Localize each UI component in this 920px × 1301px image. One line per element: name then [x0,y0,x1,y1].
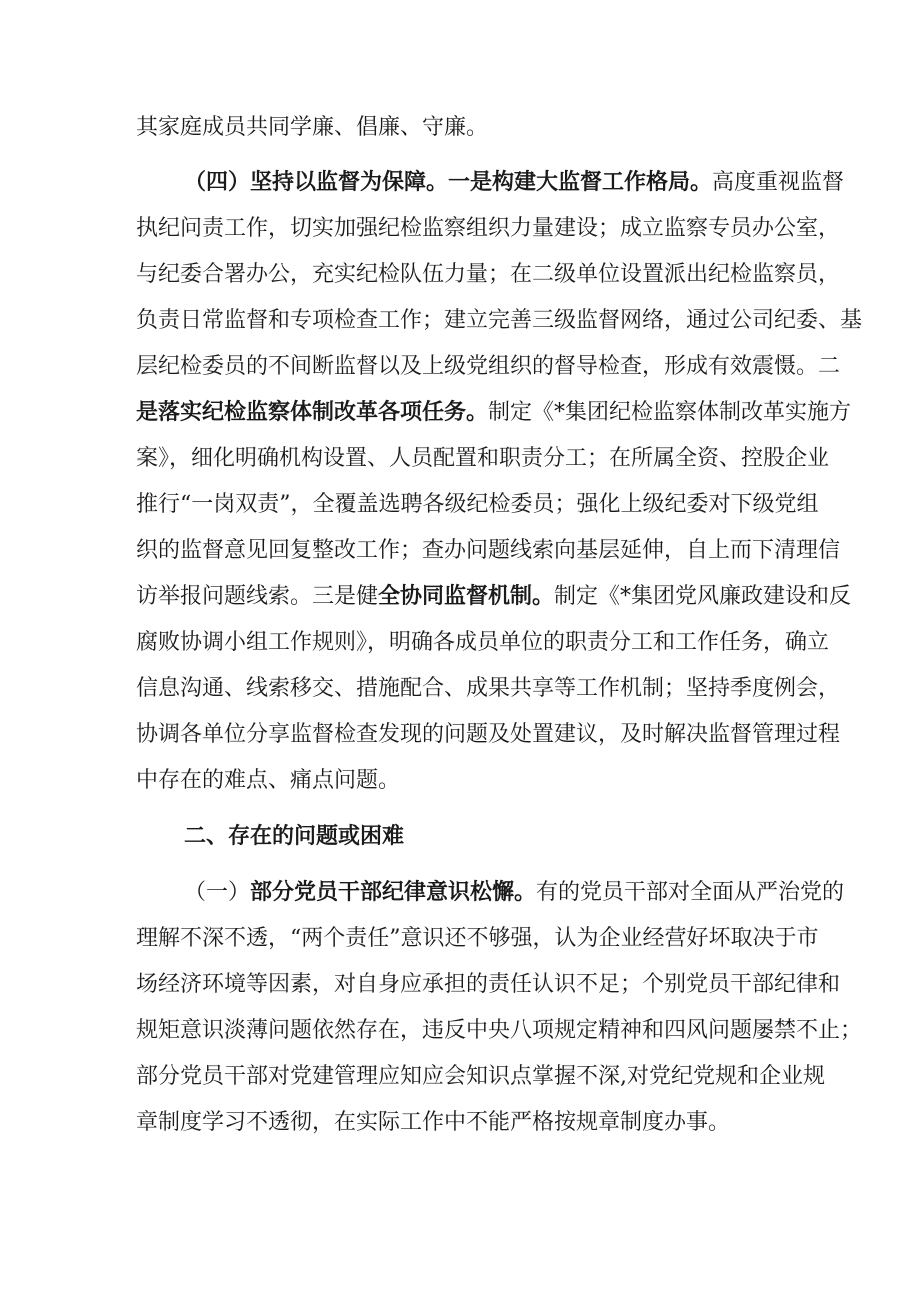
text-line [136,306,863,336]
text-span: 高度重视监督 [712,170,845,195]
text-line [136,444,830,474]
text-line [184,878,845,908]
text-line [136,1108,730,1138]
bold-heading: 部分党员干部纪律意识松懈。 [250,880,537,905]
text-span: 协调各单位分享监督检查发现的问题及处置建议，及时解决监督管理过程 [136,722,841,747]
text-span: （一） [184,880,251,905]
text-line [136,924,819,954]
text-span: 织的监督意见回复整改工作；查办问题线索向基层延伸，自上而下清理信 [136,538,841,563]
text-line [136,352,841,382]
text-line [136,398,852,428]
bold-heading: （四）坚持以监督为保障。一是构建大监督工作格局。 [184,170,713,195]
text-span: 规矩意识淡薄问题依然存在，违反中央八项规定精神和四风问题屡禁不止； [136,1018,863,1043]
text-span: 负责日常监督和专项检查工作；建立完善三级监督网络，通过公司纪委、基 [136,308,863,333]
text-span: 制定《*集团党风廉政建设和反 [554,584,852,609]
bold-heading: 是落实纪检监察体制改革各项任务。 [136,400,489,425]
text-line [136,628,830,658]
text-span: 有的党员干部对全面从严治党的 [536,880,845,905]
text-line [136,1016,863,1046]
text-span: 中存在的难点、痛点问题。 [136,768,401,793]
text-line [136,582,852,612]
text-span: 部分党员干部对党建管理应知应会知识点掌握不深,对党纪党规和企业规 [136,1064,825,1089]
text-line [136,766,400,796]
text-span: 案》，细化明确机构设置、人员配置和职责分工；在所属全资、控股企业 [136,446,830,471]
text-span: 执纪问责工作，切实加强纪检监察组织力量建设；成立监察专员办公室， [136,216,841,241]
bold-heading: 二、存在的问题或困难 [184,824,405,849]
text-line [136,970,841,1000]
text-span: 场经济环境等因素，对自身应承担的责任认识不足；个别党员干部纪律和 [136,972,841,997]
text-span: 访举报问题线索。三是健 [136,584,379,609]
text-span: 制定《*集团纪检监察体制改革实施方 [488,400,852,425]
text-span: 信息沟通、线索移交、措施配合、成果共享等工作机制；坚持季度例会， [136,676,841,701]
bold-heading: 全协同监督机制。 [378,584,555,609]
text-line [136,1062,825,1092]
text-span: 推行“一岗双责”，全覆盖选聘各级纪检委员；强化上级纪委对下级党组 [136,492,819,517]
text-line [136,490,819,520]
text-span: 层纪检委员的不间断监督以及上级党组织的督导检查，形成有效震慑。二 [136,354,841,379]
text-line [136,214,841,244]
text-line [136,536,841,566]
text-span: 章制度学习不透彻，在实际工作中不能严格按规章制度办事。 [136,1110,731,1135]
text-span: 理解不深不透，“两个责任”意识还不够强，认为企业经营好坏取决于市 [136,926,819,951]
text-line [136,720,841,750]
text-span: 其家庭成员共同学廉、倡廉、守廉。 [136,115,489,140]
text-line [136,260,841,290]
section-heading [184,822,404,852]
text-line [184,168,845,198]
text-span: 与纪委合署办公，充实纪检队伍力量；在二级单位设置派出纪检监察员， [136,262,841,287]
text-span: 腐败协调小组工作规则》，明确各成员单位的职责分工和工作任务，确立 [136,630,830,655]
text-line [136,113,488,143]
text-line [136,674,841,704]
